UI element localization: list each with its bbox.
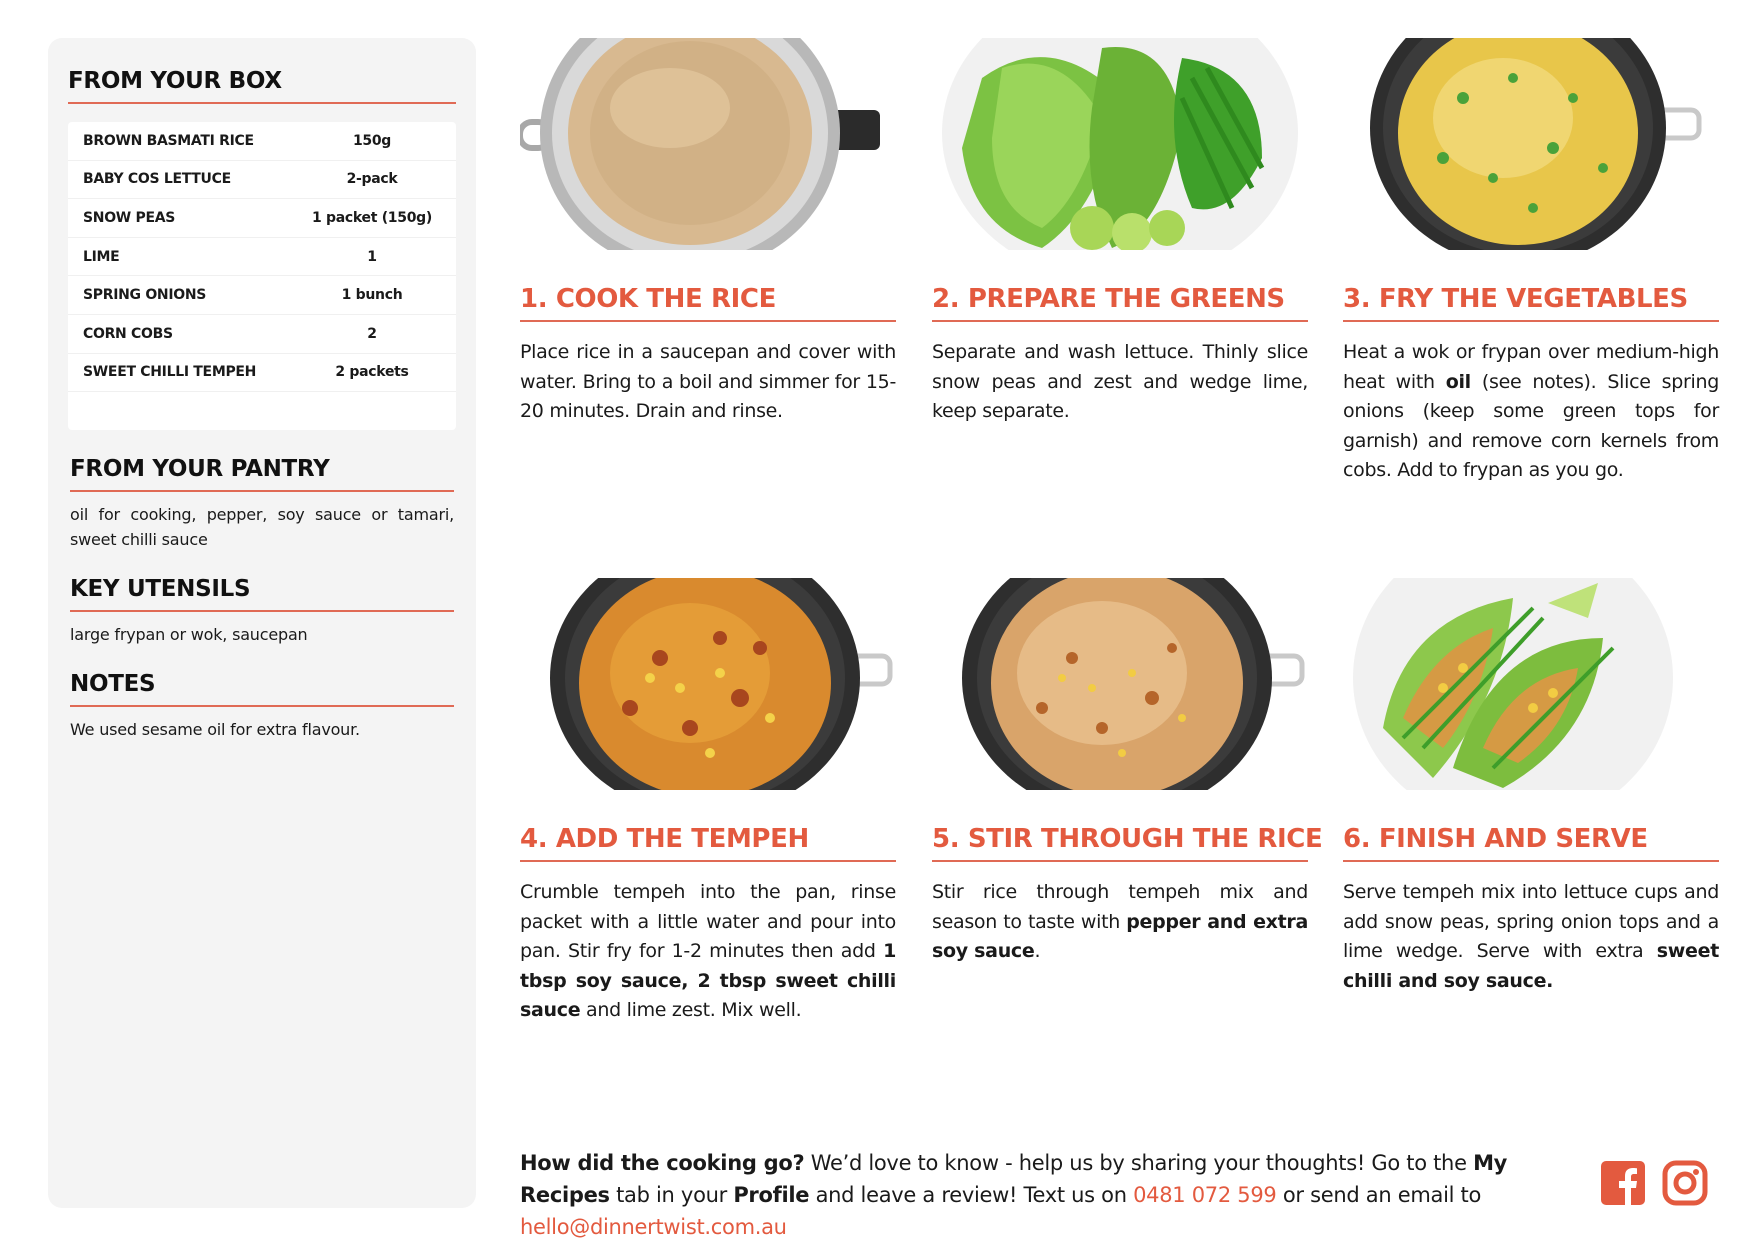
phone-link[interactable]: 0481 072 599	[1133, 1183, 1277, 1207]
ingredient-quantity: 150g	[352, 132, 392, 149]
ingredient-name: SWEET CHILLI TEMPEH	[83, 364, 257, 381]
ingredient-quantity: 2 packets	[335, 364, 409, 381]
step-3-photo	[1343, 38, 1719, 250]
tempeh-frypan-image	[520, 578, 896, 790]
key-utensils-heading: KEY UTENSILS	[70, 576, 454, 612]
ingredient-name: BABY COS LETTUCE	[83, 171, 231, 188]
ingredient-row	[68, 161, 456, 200]
step-4-title: 4. ADD THE TEMPEH	[520, 824, 896, 862]
ingredient-name: SNOW PEAS	[83, 209, 176, 226]
step-5-instructions: Stir rice through tempeh mix and season to taste with pepper and extra soy sauce.	[932, 881, 1308, 962]
notes-section	[68, 671, 456, 742]
feedback-footer: How did the cooking go? We’d love to know - help us by sharing your thoughts! Go to the My Recipes tab in your Profile and leave a review! Text us on 0481 072 599 or send an email to hello@dinnertwist.com.au	[520, 1151, 1508, 1239]
step-4	[520, 578, 896, 1026]
key-utensils-section	[68, 576, 456, 647]
feedback-question: How did the cooking go?	[520, 1151, 805, 1175]
step-1	[520, 38, 896, 427]
step-5-title: 5. STIR THROUGH THE RICE	[932, 824, 1308, 862]
step-2-title: 2. PREPARE THE GREENS	[932, 284, 1308, 322]
ingredient-row	[68, 315, 456, 354]
step-2	[932, 38, 1308, 427]
corn-frypan-image	[1343, 38, 1719, 250]
step-1-instructions: Place rice in a saucepan and cover with water. Bring to a boil and simmer for 15-20 minutes. Drain and rinse.	[520, 341, 896, 422]
ingredient-quantity: 1 bunch	[341, 287, 403, 304]
step-4-instructions: Crumble tempeh into the pan, rinse packet with a little water and pour into pan. Stir fry for 1-2 minutes then add 1 tbsp soy sauce, 2 tbsp sweet chilli sauce and lime zest. Mix well.	[520, 881, 896, 1021]
step-6-instructions: Serve tempeh mix into lettuce cups and add snow peas, spring onion tops and a lime wedge. Serve with extra sweet chilli and soy sauce.	[1343, 881, 1719, 992]
step-5-photo	[932, 578, 1308, 790]
step-3-instructions: Heat a wok or frypan over medium-high heat with oil (see notes). Slice spring onions (keep some green tops for garnish) and remove corn kernels from cobs. Add to frypan as you go.	[1343, 341, 1719, 481]
profile-link[interactable]: Profile	[733, 1183, 810, 1207]
from-your-box-heading: FROM YOUR BOX	[68, 68, 456, 104]
utensils-list: large frypan or wok, saucepan	[70, 625, 308, 645]
greens-plate-image	[932, 38, 1308, 250]
email-link[interactable]: hello@dinnertwist.com.au	[520, 1215, 787, 1239]
ingredient-row	[68, 276, 456, 315]
step-1-photo	[520, 38, 896, 250]
fried-rice-frypan-image	[932, 578, 1308, 790]
instagram-icon[interactable]	[1662, 1160, 1708, 1206]
notes-text: We used sesame oil for extra flavour.	[70, 720, 360, 740]
step-1-title: 1. COOK THE RICE	[520, 284, 896, 322]
ingredients-sidebar	[48, 38, 476, 1208]
notes-heading: NOTES	[70, 671, 454, 707]
ingredient-name: CORN COBS	[83, 325, 173, 342]
step-3	[1343, 38, 1719, 486]
step-6	[1343, 578, 1719, 996]
ingredient-quantity: 1	[367, 248, 377, 265]
pantry-list: oil for cooking, pepper, soy sauce or tamari, sweet chilli sauce	[70, 505, 454, 550]
facebook-icon[interactable]	[1600, 1160, 1646, 1206]
rice-strainer-image	[520, 38, 896, 250]
ingredient-quantity: 2	[367, 325, 377, 342]
ingredient-row	[68, 199, 456, 238]
ingredient-name: SPRING ONIONS	[83, 287, 207, 304]
from-your-pantry-section	[68, 456, 456, 552]
step-4-photo	[520, 578, 896, 790]
step-6-photo	[1343, 578, 1719, 790]
ingredient-row	[68, 354, 456, 393]
social-links	[1600, 1160, 1708, 1206]
ingredient-quantity: 1 packet (150g)	[312, 209, 432, 226]
ingredient-name: BROWN BASMATI RICE	[83, 132, 254, 149]
step-6-title: 6. FINISH AND SERVE	[1343, 824, 1719, 862]
step-2-instructions: Separate and wash lettuce. Thinly slice snow peas and zest and wedge lime, keep separate.	[932, 341, 1308, 422]
ingredient-row	[68, 238, 456, 277]
ingredient-name: LIME	[83, 248, 120, 265]
my-recipes-link[interactable]: My Recipes	[520, 1151, 1508, 1207]
step-2-photo	[932, 38, 1308, 250]
ingredients-table	[68, 122, 456, 430]
ingredient-quantity: 2-pack	[346, 171, 398, 188]
from-your-pantry-heading: FROM YOUR PANTRY	[70, 456, 454, 492]
step-3-title: 3. FRY THE VEGETABLES	[1343, 284, 1719, 322]
step-5	[932, 578, 1323, 967]
lettuce-cups-image	[1343, 578, 1719, 790]
ingredient-row	[68, 122, 456, 161]
